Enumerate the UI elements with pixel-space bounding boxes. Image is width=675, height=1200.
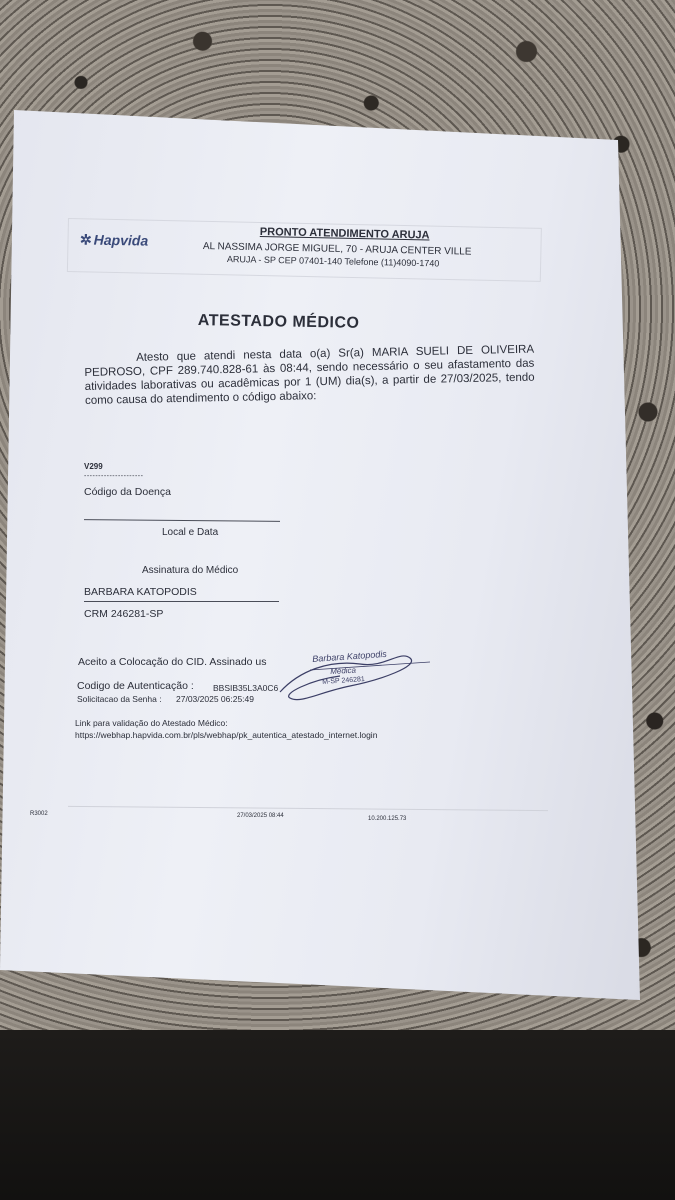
doctor-crm: CRM 246281-SP: [84, 608, 164, 620]
signature-label: Assinatura do Médico: [142, 565, 239, 576]
auth-code-label: Codigo de Autenticação :: [77, 680, 194, 692]
request-date-value: 27/03/2025 06:25:49: [176, 694, 254, 704]
hapvida-flower-icon: ✲: [79, 231, 92, 248]
doctor-signature-line: [84, 601, 279, 602]
clinic-name: PRONTO ATENDIMENTO ARUJA: [259, 226, 430, 242]
validation-link-label: Link para validação do Atestado Médico:: [75, 718, 228, 728]
dark-floor: [0, 1030, 675, 1200]
auth-code-value: BBSIB35L3A0C6: [213, 683, 279, 693]
cid-underline: ---------------------: [84, 473, 144, 480]
certificate-body: Atesto que atendi nesta data o(a) Sr(a) MARIA SUELI DE OLIVEIRA PEDROSO, CPF 289.740.828-61 às 08:44, sendo necessário o seu afastamento das atividades laborativas ou acadêmicas por 1 (UM) dia(s), a partir de 27/03/2025, tendo como causa do atendimento o código abaixo:: [84, 343, 535, 407]
stamp-doctor-name: Barbara Katopodis: [312, 648, 388, 664]
footer-form-code: R3002: [30, 811, 48, 817]
validation-link-url: https://webhap.hapvida.com.br/pls/webhap/pk_autentica_atestado_internet.login: [75, 730, 378, 740]
logo-text: Hapvida: [93, 231, 149, 249]
footer-ip-address: 10.200.125.73: [368, 816, 407, 822]
stamp-crm: M-SP 246281: [322, 676, 366, 686]
footer-print-date: 27/03/2025 08:44: [237, 813, 284, 819]
hapvida-logo: [80, 231, 148, 249]
document-title: ATESTADO MÉDICO: [197, 312, 360, 332]
request-date-label: Solicitacao da Senha :: [77, 694, 162, 704]
local-date-label: Local e Data: [162, 527, 219, 538]
clinic-city-phone: ARUJA - SP CEP 07401-140 Telefone (11)4090-1740: [226, 254, 440, 269]
cid-code: V299: [84, 462, 103, 471]
doctor-name: BARBARA KATOPODIS: [84, 586, 197, 598]
clinic-address: AL NASSIMA JORGE MIGUEL, 70 - ARUJA CENTER VILLE: [202, 241, 472, 258]
cid-acceptance-text: Aceito a Colocação do CID. Assinado us: [78, 656, 267, 668]
stamp-role: Médica: [330, 665, 357, 676]
cid-label: Código da Doença: [84, 486, 171, 498]
